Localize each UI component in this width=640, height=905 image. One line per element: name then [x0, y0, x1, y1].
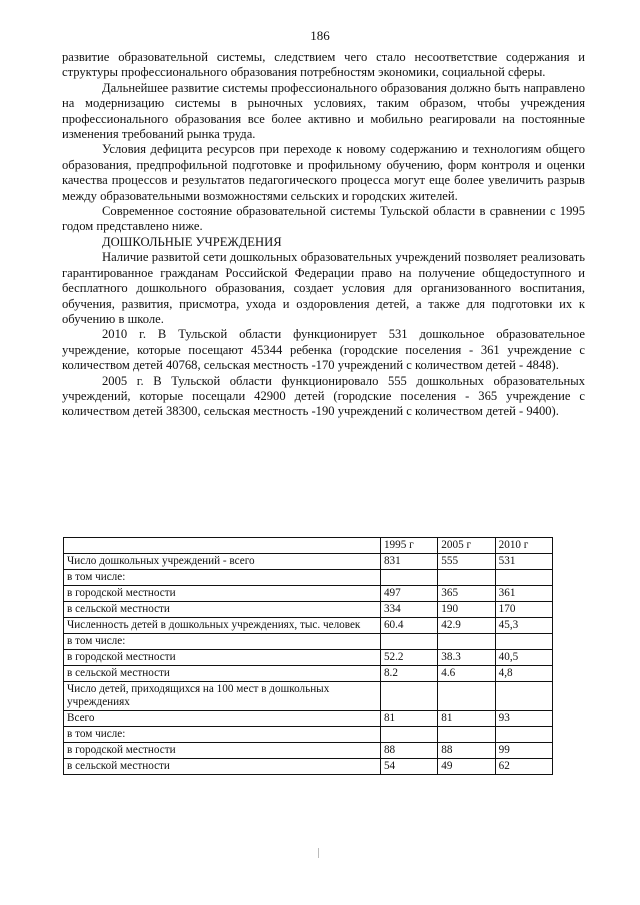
- table-cell: 81: [380, 711, 437, 727]
- paragraph: 2010 г. В Тульской области функционирует 531 дошкольное образовательное учреждение, которые посещают 45344 ребенка (городские поселения - 361 учреждение с количеством детей 40768, сельская местность -170 учреждений с количеством детей - 4848).: [62, 327, 585, 373]
- table-cell: в том числе:: [64, 634, 381, 650]
- table-cell: 8.2: [380, 666, 437, 682]
- table-cell: 4,8: [495, 666, 552, 682]
- table-header-cell: 2005 г: [438, 538, 495, 554]
- table-cell: 54: [380, 759, 437, 775]
- table-cell: 60.4: [380, 618, 437, 634]
- paragraph: Современное состояние образовательной системы Тульской области в сравнении с 1995 годом представлено ниже.: [62, 204, 585, 234]
- table-row: [64, 743, 553, 759]
- table-cell: в сельской местности: [64, 602, 381, 618]
- table-cell: 81: [438, 711, 495, 727]
- section-heading: ДОШКОЛЬНЫЕ УЧРЕЖДЕНИЯ: [102, 234, 282, 249]
- paragraph: Наличие развитой сети дошкольных образовательных учреждений позволяет реализовать гарантированное гражданам Российской Федерации право на получение общедоступного и бесплатного дошкольного образования, создает условия для организованного воспитания, обучения, развития, присмотра, ухода и оздоровления детей, а также для подготовки их к обучению в школе.: [62, 250, 585, 326]
- table-cell: Число детей, приходящихся на 100 мест в дошкольных учреждениях: [64, 682, 381, 711]
- table-cell: в городской местности: [64, 743, 381, 759]
- table-cell: [438, 570, 495, 586]
- table-cell: 38.3: [438, 650, 495, 666]
- table-header-row: [64, 538, 553, 554]
- table-cell: [495, 727, 552, 743]
- paragraph: Дальнейшее развитие системы профессионального образования должно быть направлено на модернизацию системы в рыночных условиях, таким образом, чтобы учреждения профессионального образования все более активно и мобильно реагировали на постоянные изменения требований рынка труда.: [62, 80, 585, 142]
- table-cell: 334: [380, 602, 437, 618]
- table-header-cell: 2010 г: [495, 538, 552, 554]
- table-cell: [438, 727, 495, 743]
- table-row: [64, 666, 553, 682]
- table-cell: [380, 727, 437, 743]
- paragraph: Условия дефицита ресурсов при переходе к новому содержанию и технологиям общего образования, предпрофильной подготовке и профильному обучению, форм контроля и оценки качества процессов и результатов педагогического процесса могут еще более увеличить разрыв между образовательными возможностями сельских и городских жителей.: [62, 142, 585, 203]
- table-cell: [380, 570, 437, 586]
- table-cell: в том числе:: [64, 727, 381, 743]
- table-row: [64, 650, 553, 666]
- table-cell: [438, 634, 495, 650]
- table-cell: [495, 634, 552, 650]
- table-row: [64, 602, 553, 618]
- table-cell: 45,3: [495, 618, 552, 634]
- table-row: [64, 586, 553, 602]
- table-row: [64, 570, 553, 586]
- table-cell: 361: [495, 586, 552, 602]
- page-number: 186: [310, 28, 330, 43]
- table-cell: [495, 682, 552, 711]
- table-cell: в городской местности: [64, 586, 381, 602]
- table-cell: в сельской местности: [64, 666, 381, 682]
- table-cell: [380, 682, 437, 711]
- paragraph: развитие образовательной системы, следствием чего стало несоответствие содержания и структуры профессионального образования потребностям экономики, социальной сферы.: [62, 50, 585, 80]
- table-row: [64, 727, 553, 743]
- table-cell: в городской местности: [64, 650, 381, 666]
- table-cell: 170: [495, 602, 552, 618]
- table-row: [64, 554, 553, 570]
- table-cell: 365: [438, 586, 495, 602]
- table-cell: 42.9: [438, 618, 495, 634]
- table-cell: 4.6: [438, 666, 495, 682]
- table-cell: Численность детей в дошкольных учреждениях, тыс. человек: [64, 618, 381, 634]
- table-cell: [380, 634, 437, 650]
- table-cell: 88: [380, 743, 437, 759]
- table-cell: Число дошкольных учреждений - всего: [64, 554, 381, 570]
- table-cell: Всего: [64, 711, 381, 727]
- table-cell: [495, 570, 552, 586]
- table-cell: 88: [438, 743, 495, 759]
- table-row: [64, 618, 553, 634]
- table-cell: 831: [380, 554, 437, 570]
- table-cell: 531: [495, 554, 552, 570]
- table-cell: [438, 682, 495, 711]
- body-text: [62, 50, 585, 420]
- table-cell: 555: [438, 554, 495, 570]
- table-cell: 62: [495, 759, 552, 775]
- scan-mark: [318, 848, 319, 858]
- table-cell: 93: [495, 711, 552, 727]
- table-cell: 52.2: [380, 650, 437, 666]
- table-cell: 49: [438, 759, 495, 775]
- table-cell: 40,5: [495, 650, 552, 666]
- table-row: [64, 759, 553, 775]
- table-cell: в сельской местности: [64, 759, 381, 775]
- table-cell: 99: [495, 743, 552, 759]
- table-row: [64, 682, 553, 711]
- table-header-cell: 1995 г: [380, 538, 437, 554]
- table-row: [64, 634, 553, 650]
- table-cell: в том числе:: [64, 570, 381, 586]
- table-cell: 190: [438, 602, 495, 618]
- table-row: [64, 711, 553, 727]
- statistics-table: [63, 537, 553, 775]
- paragraph: 2005 г. В Тульской области функционировало 555 дошкольных образовательных учреждений, которые посещали 42900 детей (городские поселения - 365 учреждение с количеством детей 38300, сельская местность -190 учреждений с количеством детей - 9400).: [62, 373, 585, 419]
- table-header-cell: [64, 538, 381, 554]
- table-cell: 497: [380, 586, 437, 602]
